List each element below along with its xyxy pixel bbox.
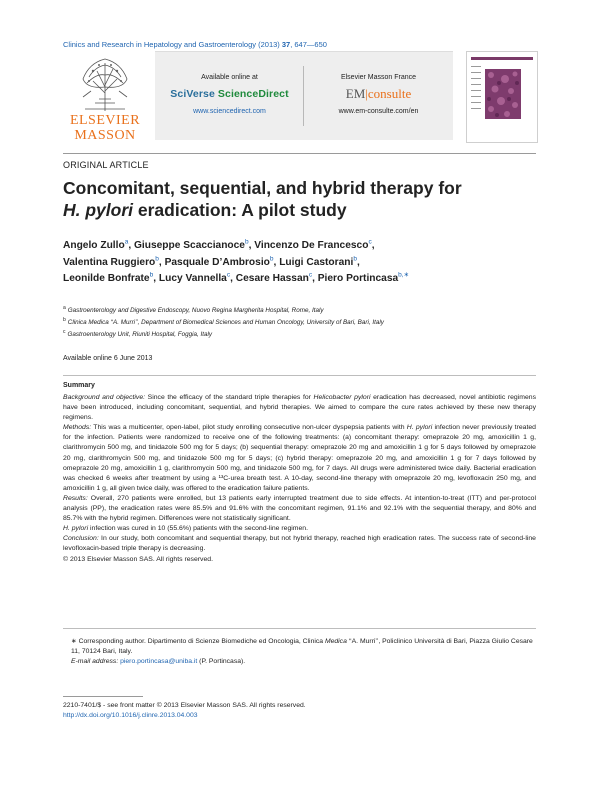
doi-link[interactable]: http://dx.doi.org/10.1016/j.clinre.2013.04.003 <box>63 712 198 719</box>
header-rule <box>63 153 536 154</box>
author-affiliation-link[interactable]: a <box>124 238 129 246</box>
publisher-header-box <box>155 51 453 140</box>
corresponding-author: ∗ Corresponding author. Dipartimento di Scienze Biomediche ed Oncologia, Clinica Medica ‘‘A. Murri’’, Policlinico Università di Bari, Piazza Giulio Cesare 11, 70124 Bari, Italy. <box>71 638 533 655</box>
abstract-top-rule <box>63 375 536 376</box>
em-consulte-block[interactable] <box>304 52 453 140</box>
sciencedirect-url[interactable]: www.sciencedirect.com <box>193 108 266 115</box>
author-affiliation-link[interactable]: c <box>368 238 372 246</box>
author-affiliation-link[interactable]: c <box>226 271 231 279</box>
author[interactable]: Lucy Vannella <box>158 273 227 284</box>
author[interactable]: Angelo Zullo <box>63 240 125 251</box>
author[interactable]: Cesare Hassan <box>235 273 309 284</box>
author-affiliation-link[interactable]: b <box>149 271 154 279</box>
issn-line: 2210-7401/$ - see front matter © 2013 Elsevier Masson SAS. All rights reserved. <box>63 702 306 709</box>
cover-text-lines <box>471 64 483 124</box>
elsevier-wordmark: ELSEVIER <box>69 113 141 128</box>
journal-citation[interactable] <box>63 40 327 49</box>
affiliation-c: $^c$ Gastroenterology Unit, Riuniti Hospital, Foggia, Italy <box>63 328 213 338</box>
journal-cover-thumbnail[interactable] <box>466 51 538 143</box>
author[interactable]: Luigi Castorani <box>279 256 354 268</box>
author[interactable]: Pasquale D’Ambrosio <box>164 256 270 268</box>
abstract-results: Results: Overall, 270 patients were enrolled, but 13 patients early interrupted treatment due to side effects. At intention-to-treat (ITT) and per-protocol analysis (PP), the eradication rates were 85.5% and 91.6% with the concomitant regimen, 91.1% and 92.1% with the sequential therapy, and 80% and 85.7% with the hybrid regimen. Differences were not statistically significant. H. pylori infection was cured in 10 (55.6%) patients with the second-line regimen. <box>63 494 536 533</box>
author-affiliation-link[interactable]: b <box>353 255 357 263</box>
title-line2: eradication: A pilot study <box>133 200 347 220</box>
available-online-label: Available online at <box>201 74 258 81</box>
elsevier-logo[interactable] <box>63 53 147 143</box>
title-italic: H. pylori <box>63 200 134 220</box>
article-type: ORIGINAL ARTICLE <box>63 160 149 170</box>
journal-pages: , 647—650 <box>290 40 327 49</box>
author-list: Angelo Zullo$^a$, Giuseppe Scaccianoce$^b$, Vincenzo De Francesco$^c$, Valentina Ruggiero$^b$, Pasquale D’Ambrosio$^b$, Luigi Castorani$^b$, Leonilde Bonfrate$^b$, Lucy Vannella$^c$, Cesare Hassan$^c$, Piero Portincasa$^{b,∗}$ <box>63 238 410 284</box>
abstract-background: Background and objective: Since the efficacy of the standard triple therapies for Helicobacter pylori eradication has decreased, novel antibiotic regimens have been introduced, including concomitant, sequential, and hybrid therapies. We aimed to compare the cure rates achieved by these new therapy regimens. <box>63 394 536 422</box>
title-line1: Concomitant, sequential, and hybrid therapy for <box>63 178 462 198</box>
elsevier-masson-france-label: Elsevier Masson France <box>340 74 417 81</box>
abstract-conclusion: Conclusion: In our study, both concomitant and sequential therapy, but not hybrid therapy, reached high eradication rates. The success rate of second-line levofloxacin-based triple therapy is decreasing. <box>63 535 536 553</box>
abstract-body <box>63 393 536 565</box>
affiliation-a: $^a$ Gastroenterology and Digestive Endoscopy, Nuovo Regina Margherita Hospital, Rome, Italy <box>63 304 324 314</box>
journal-volume: 37 <box>281 40 291 49</box>
em-consulte-url[interactable]: www.em-consulte.com/en <box>338 108 419 115</box>
author[interactable]: Vincenzo De Francesco <box>254 240 369 251</box>
author[interactable]: Valentina Ruggiero <box>63 256 156 268</box>
em-consulte-logo: EM|consulte <box>345 86 412 101</box>
cover-histology-image <box>485 69 521 119</box>
cover-title-bar <box>471 56 533 61</box>
journal-citation-prefix: Clinics and Research in Hepatology and Gastroenterology (2013) <box>63 40 282 49</box>
masson-wordmark: MASSON <box>74 128 136 143</box>
author-affiliation-link[interactable]: c <box>308 271 313 279</box>
author-affiliation-link[interactable]: b <box>269 255 274 263</box>
author[interactable]: Leonilde Bonfrate <box>63 273 150 284</box>
abstract-copyright: © 2013 Elsevier Masson SAS. All rights reserved. <box>63 555 213 563</box>
sciverse-sciencedirect-logo: SciVerse ScienceDirect <box>170 88 289 100</box>
author-affiliation-link[interactable]: b,∗ <box>398 271 410 279</box>
author-affiliation-link[interactable]: b <box>155 255 159 263</box>
author-affiliation-link[interactable]: b <box>244 238 249 246</box>
abstract-methods: Methods: This was a multicenter, open-label, pilot study enrolling consecutive non-ulcer dyspepsia patients with H. pylori infection never previously treated for the infection. Patients were randomized to receive one of the following treatments: (a) concomitant therapy: omeprazole 20 mg, amoxicillin 1 g, clarithromycin 500 mg, and tinidazole 500 mg for 5 days; (b) sequential therapy: omeprazole 20 mg and amoxicillin 1 g for 5 days followed by omeprazole 20 mg, clarithromycin 500 mg, and tinidazole 500 mg for 5 days; (c) hybrid therapy: omeprazole 20 mg, and amoxicillin 1 g for 7 days followed by omeprazole 20 mg, amoxicillin 1 g, clarithromycin 500 mg, and tinidazole 500 mg, for 7 days. All drugs were administered twice daily. Bacterial eradication was checked 6 weeks after treatment by using a ¹³C-urea breath test. A 10-day, second-line therapy with omeprazole 20 mg, levofloxacin 250 mg, and amoxicillin 1 g, all given twice daily, was offered to the eradication failure patients. <box>63 424 536 492</box>
correspondence-note <box>63 637 536 666</box>
article-title <box>63 177 533 221</box>
footer-rule <box>63 696 143 697</box>
email-line: E-mail address: piero.portincasa@uniba.it (P. Portincasa). <box>71 657 246 665</box>
email-link[interactable]: piero.portincasa@uniba.it <box>120 657 198 665</box>
available-online-date: Available online 6 June 2013 <box>63 355 153 362</box>
abstract-bottom-rule <box>63 628 536 629</box>
summary-heading: Summary <box>63 382 95 389</box>
affiliation-b: $^b$ Clinica Medica ‘‘A. Murri’’, Department of Biomedical Sciences and Human Oncology, University of Bari, Bari, Italy <box>63 316 384 326</box>
elsevier-tree-icon <box>75 53 135 113</box>
author[interactable]: Giuseppe Scaccianoce <box>133 240 245 251</box>
sciencedirect-block[interactable] <box>155 52 304 140</box>
author[interactable]: Piero Portincasa <box>317 273 399 284</box>
